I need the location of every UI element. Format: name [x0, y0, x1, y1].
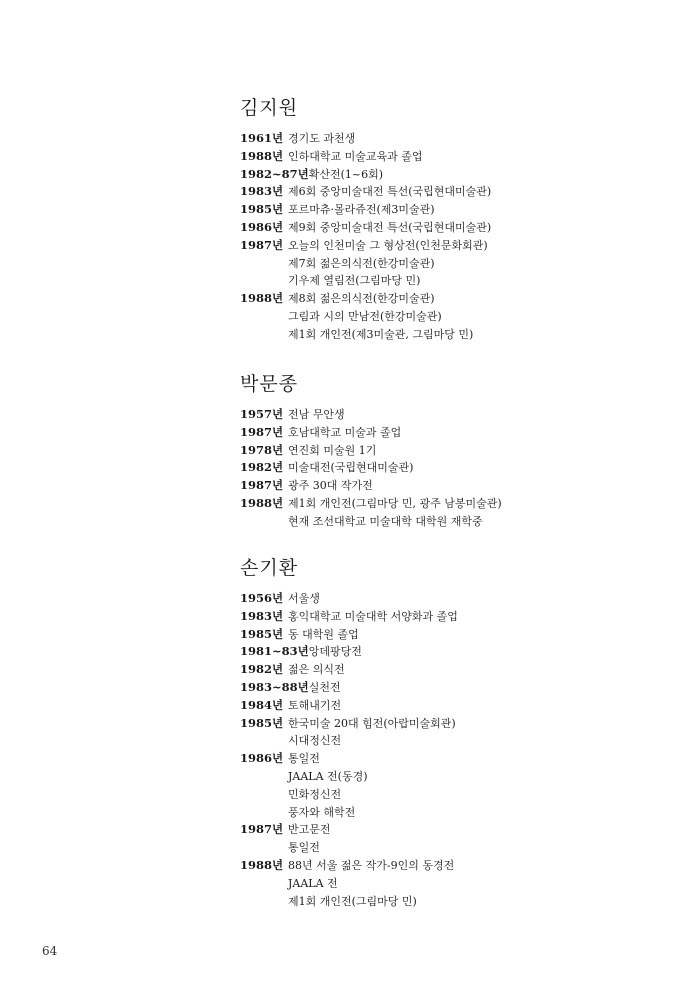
entry-year-text: 1983~88년 — [240, 679, 309, 694]
entry-texts — [288, 715, 660, 751]
entry-texts — [288, 130, 660, 148]
entry-year — [240, 130, 288, 148]
timeline-entry — [240, 715, 660, 751]
entry-text: 제6회 중앙미술대전 특선(국립현대미술관) — [288, 185, 492, 199]
entry-year — [240, 590, 288, 608]
entry-year-text: 1982년 — [240, 662, 284, 677]
entry-year-text: 1982년 — [240, 460, 284, 475]
entry-text: 제1회 개인전(그림마당 민) — [288, 894, 417, 908]
entry-texts — [288, 477, 660, 495]
entry-texts — [288, 857, 660, 910]
entry-text: 그림과 시의 만남전(한강미술관) — [288, 309, 442, 323]
entry-year-text: 1988년 — [240, 148, 284, 163]
entry-year — [240, 237, 288, 255]
entry-texts — [309, 166, 660, 184]
entry-year — [240, 459, 288, 477]
entry-texts — [288, 183, 660, 201]
entry-text: 풍자와 해학전 — [288, 805, 356, 819]
entry-year — [240, 750, 288, 768]
entry-year — [240, 406, 288, 424]
timeline-entry — [240, 590, 660, 608]
entry-year-text: 1981~83년 — [240, 644, 309, 659]
entry-text: 호남대학교 미술과 졸업 — [288, 425, 402, 439]
entry-year — [240, 608, 288, 626]
entry-texts — [309, 679, 660, 697]
entry-year-text: 1982~87년 — [240, 166, 309, 181]
timeline-entry — [240, 219, 660, 237]
timeline-entry — [240, 643, 660, 661]
entry-texts — [288, 590, 660, 608]
entry-year-text: 1957년 — [240, 407, 284, 421]
timeline-entry — [240, 608, 660, 626]
entry-texts — [288, 495, 660, 531]
artist-section-park-munjong — [240, 372, 660, 531]
entry-text: 기우제 열림전(그림마당 민) — [288, 274, 421, 288]
entry-year-text: 1987년 — [240, 478, 284, 493]
entry-year — [240, 290, 288, 308]
timeline-entry — [240, 821, 660, 857]
entry-texts — [288, 424, 660, 442]
timeline-entry — [240, 857, 660, 910]
entry-year — [240, 697, 288, 715]
entry-text: 현재 조선대학교 미술대학 대학원 재학중 — [288, 514, 483, 528]
entry-year — [240, 679, 309, 697]
entry-year-text: 1985년 — [240, 202, 284, 217]
entry-year-text: 1987년 — [240, 822, 284, 837]
entry-year — [240, 626, 288, 644]
timeline-entry — [240, 477, 660, 495]
timeline-entry — [240, 148, 660, 166]
timeline-entry — [240, 183, 660, 201]
entry-year — [240, 201, 288, 219]
entry-text: 광주 30대 작가전 — [288, 479, 373, 493]
timeline-entry — [240, 697, 660, 715]
entry-texts — [288, 626, 660, 644]
timeline-entry — [240, 679, 660, 697]
timeline-entry — [240, 442, 660, 460]
entry-text: 반고문전 — [288, 823, 331, 837]
entry-year-text: 1985년 — [240, 626, 284, 641]
entry-texts — [288, 406, 660, 424]
page-number: 64 — [42, 944, 58, 958]
entry-texts — [288, 608, 660, 626]
entry-text: 앙데팡당전 — [308, 645, 362, 659]
entry-text: 인하대학교 미술교육과 졸업 — [288, 149, 423, 163]
entry-text: 전남 무안생 — [288, 408, 345, 421]
entry-year-text: 1988년 — [240, 495, 284, 510]
entry-texts — [288, 237, 660, 290]
entry-year-text: 1986년 — [240, 219, 284, 234]
entry-list — [240, 406, 660, 531]
entry-text: 시대정신전 — [288, 734, 342, 748]
entry-text: 토해내기전 — [288, 698, 342, 712]
entry-text: 포르마츄·몰라쥬전(제3미술관) — [288, 203, 435, 217]
entry-texts — [288, 697, 660, 715]
entry-text: 확산전(1~6회) — [308, 167, 384, 181]
entry-text: 미술대전(국립현대미술관) — [288, 461, 414, 475]
timeline-entry — [240, 750, 660, 821]
entry-year — [240, 219, 288, 237]
timeline-entry — [240, 424, 660, 442]
entry-year-text: 1983년 — [240, 608, 284, 623]
entry-text: 제9회 중앙미술대전 특선(국립현대미술관) — [288, 220, 492, 234]
timeline-entry — [240, 661, 660, 679]
timeline-entry — [240, 459, 660, 477]
entry-year-text: 1985년 — [240, 715, 284, 730]
entry-text: 제8회 젊은의식전(한강미술관) — [288, 292, 435, 306]
entry-year — [240, 715, 288, 733]
artist-name: 박문종 — [240, 373, 299, 395]
entry-text: JAALA 전 — [288, 876, 338, 890]
entry-year-text: 1987년 — [240, 424, 284, 439]
entry-year-text: 1988년 — [240, 291, 284, 306]
entry-text: 연진회 미술원 1기 — [288, 443, 377, 457]
entry-year — [240, 442, 288, 460]
entry-text: 오늘의 인천미술 그 형상전(인천문화회관) — [288, 238, 488, 252]
entry-list — [240, 130, 660, 344]
timeline-entry — [240, 166, 660, 184]
entry-text: 홍익대학교 미술대학 서양화과 졸업 — [288, 609, 458, 623]
entry-year — [240, 424, 288, 442]
entry-texts — [288, 821, 660, 857]
entry-texts — [288, 148, 660, 166]
entry-texts — [288, 750, 660, 821]
timeline-entry — [240, 201, 660, 219]
entry-year-text: 1956년 — [240, 591, 284, 605]
timeline-entry — [240, 130, 660, 148]
entry-year — [240, 821, 288, 839]
entry-year-text: 1978년 — [240, 442, 284, 457]
entry-text: 통일전 — [288, 752, 320, 766]
entry-year — [240, 148, 288, 166]
entry-texts — [288, 661, 660, 679]
entry-year-text: 1987년 — [240, 237, 284, 252]
timeline-entry — [240, 290, 660, 343]
entry-year-text: 1986년 — [240, 751, 284, 766]
entry-year — [240, 661, 288, 679]
entry-year-text: 1961년 — [240, 131, 284, 145]
entry-text: 실천전 — [308, 680, 341, 694]
entry-texts — [288, 442, 660, 460]
entry-text: 경기도 과천생 — [288, 132, 356, 145]
timeline-entry — [240, 406, 660, 424]
timeline-entry — [240, 626, 660, 644]
entry-text: 동 대학원 졸업 — [288, 627, 359, 641]
entry-texts — [288, 290, 660, 343]
entry-year — [240, 166, 309, 184]
entry-text: 서울생 — [288, 592, 320, 605]
artist-section-kim-jiwon — [240, 96, 660, 344]
entry-text: 88년 서울 젊은 작가-9인의 동경전 — [288, 858, 455, 872]
entry-text: 통일전 — [288, 841, 320, 855]
timeline-entry — [240, 237, 660, 290]
entry-texts — [309, 643, 660, 661]
entry-text: 제7회 젊은의식전(한강미술관) — [288, 256, 435, 270]
entry-text: 한국미술 20대 힘전(아랍미술회관) — [288, 716, 456, 730]
artist-name: 김지원 — [240, 97, 299, 119]
entry-texts — [288, 201, 660, 219]
artist-name: 손기환 — [240, 557, 299, 579]
entry-year — [240, 857, 288, 875]
entry-year — [240, 495, 288, 513]
entry-year — [240, 643, 309, 661]
artist-section-son-kihwan — [240, 556, 660, 910]
entry-list — [240, 590, 660, 910]
entry-texts — [288, 459, 660, 477]
entry-year — [240, 183, 288, 201]
entry-year-text: 1988년 — [240, 857, 284, 872]
timeline-entry — [240, 495, 660, 531]
entry-text: 제1회 개인전(제3미술관, 그림마당 민) — [288, 327, 474, 341]
entry-text: 젊은 의식전 — [288, 663, 345, 677]
entry-texts — [288, 219, 660, 237]
entry-year-text: 1983년 — [240, 184, 284, 199]
entry-text: 제1회 개인전(그림마당 민, 광주 남봉미술관) — [288, 496, 502, 510]
entry-year-text: 1984년 — [240, 697, 284, 712]
entry-text: JAALA 전(동경) — [288, 769, 368, 783]
entry-text: 민화정신전 — [288, 787, 342, 801]
entry-year — [240, 477, 288, 495]
